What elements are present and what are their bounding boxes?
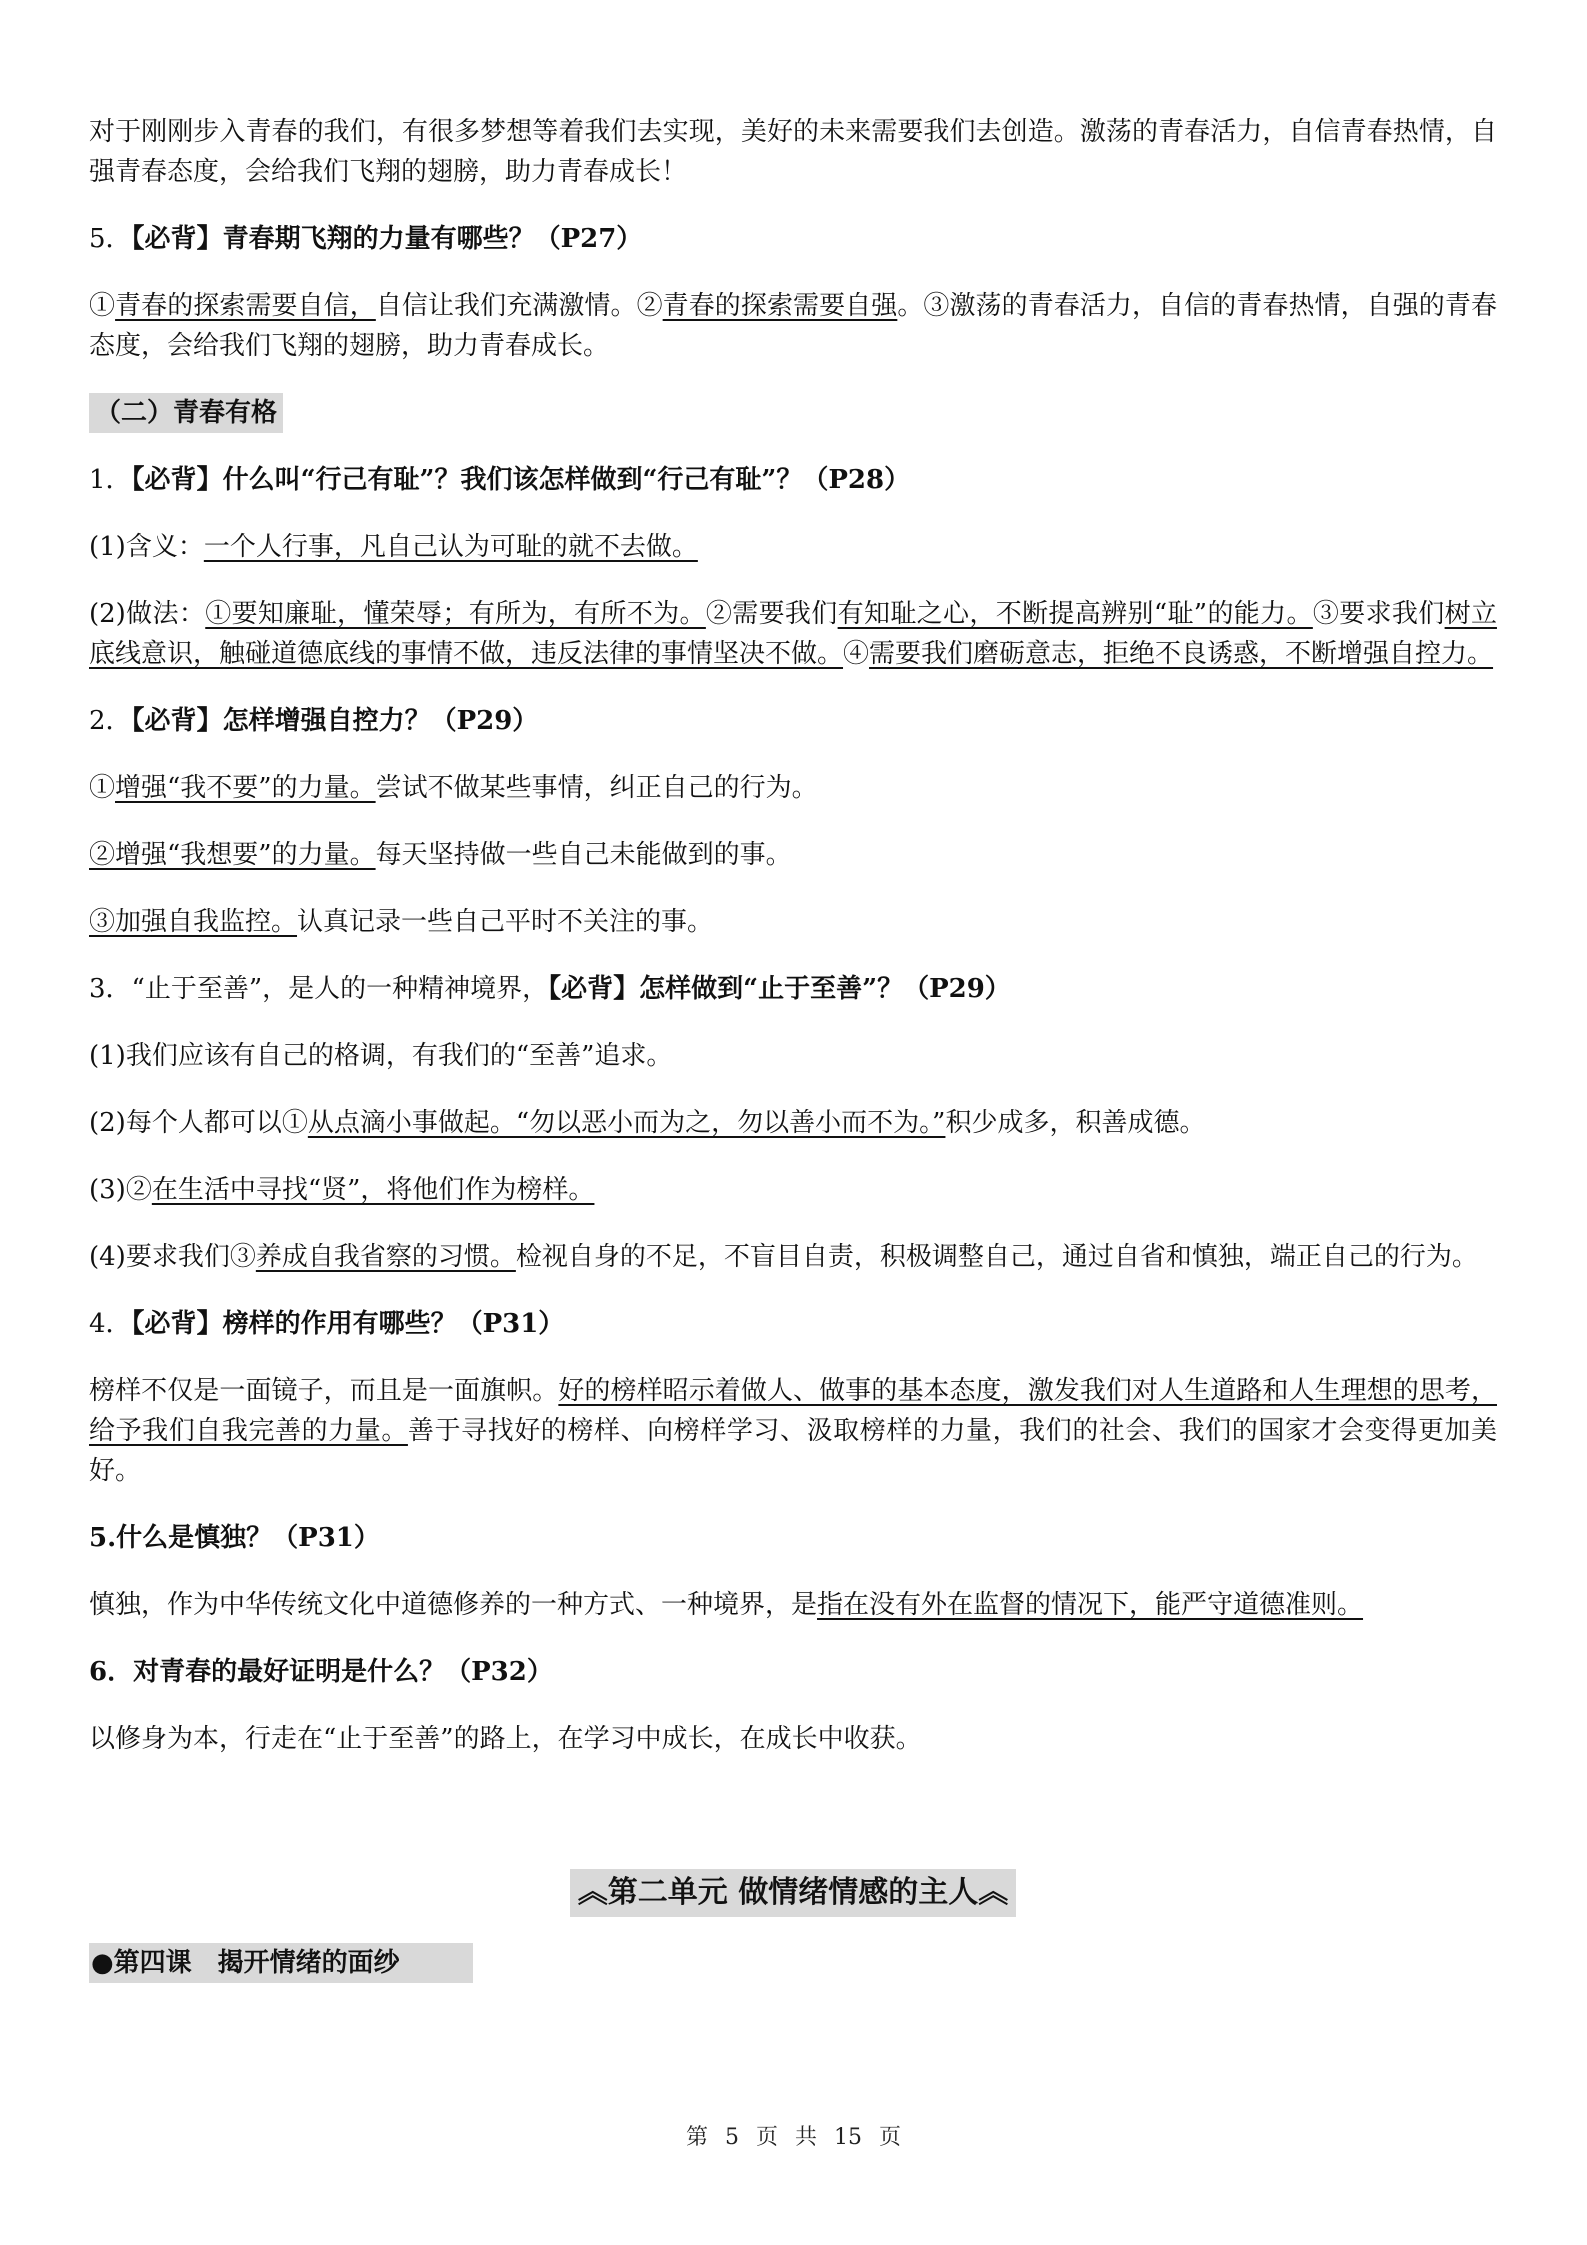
- must-memorize-tag: 【必背】: [131, 706, 223, 736]
- section2-question-5-heading: [89, 1518, 1497, 1558]
- question-text: 怎样做到“止于至善”？（P29）: [639, 974, 1011, 1004]
- section2-question-6-heading: [89, 1652, 1497, 1692]
- answer-text: 认真记录一些自己平时不关注的事。: [297, 907, 714, 937]
- answer-text: 榜样不仅是一面镜子，而且是一面旗帜。: [89, 1376, 559, 1406]
- section2-question-4-heading: [89, 1304, 1497, 1344]
- answer-text: 慎独，作为中华传统文化中道德修养的一种方式、一种境界，是: [89, 1590, 818, 1620]
- answer-text: 每天坚持做一些自己未能做到的事。: [375, 840, 792, 870]
- underlined-text: 好的榜样昭示着做人、做事的基本态度，激发我们对人生道路和人生理想的思考，给予我们自我完善的力量。: [89, 1376, 1497, 1446]
- answer-marker: ①: [89, 291, 116, 321]
- definition-label: (1)含义：: [89, 532, 204, 562]
- question-number: 3．: [89, 974, 132, 1004]
- question-text: 榜样的作用有哪些？（P31）: [222, 1309, 565, 1339]
- answer-text: 。③激荡的青春活力，自信的青春热情，自强的青春态度，会给我们飞翔的翅膀，助力青春成长。: [89, 291, 1497, 361]
- underlined-text: 从点滴小事做起。“勿以恶小而为之，勿以善小而不为。”: [307, 1108, 946, 1138]
- underlined-text: ①要知廉耻，懂荣辱；有所为，有所不为。: [205, 599, 706, 629]
- self-control-item-1: [89, 768, 1497, 808]
- question-text: 怎样增强自控力？（P29）: [222, 706, 539, 736]
- answer-text: 积少成多，积善成德。: [945, 1108, 1206, 1138]
- shendu-answer: [89, 1585, 1497, 1625]
- underlined-text: ②增强“我想要”的力量。: [89, 840, 376, 870]
- method-paragraph: [89, 594, 1497, 674]
- method-label: (2)做法：: [89, 599, 206, 629]
- question-number: 5．: [89, 224, 132, 254]
- page-number-footer: 第 5 页 共 15 页: [686, 2125, 901, 2150]
- underlined-text: 树立底线意识，触碰道德底线的事情不做，违反法律的事情坚决不做。: [89, 599, 1497, 669]
- answer-text: ②需要我们: [705, 599, 838, 629]
- question-5-heading: [89, 219, 1497, 259]
- underlined-text: 青春的探索需要自信，: [115, 291, 376, 321]
- must-memorize-tag: 【必背】: [131, 1309, 223, 1339]
- underlined-text: 增强“我不要”的力量。: [115, 773, 376, 803]
- underlined-text: 青春的探索需要自强: [662, 291, 898, 321]
- must-memorize-tag: 【必背】: [548, 974, 640, 1004]
- self-control-item-3: [89, 902, 1497, 942]
- must-memorize-tag: 【必背】: [131, 465, 223, 495]
- section-heading: （二）青春有格: [89, 393, 283, 433]
- supreme-good-line-4: [89, 1237, 1497, 1277]
- must-memorize-tag: 【必背】: [131, 224, 223, 254]
- definition-line: [89, 527, 1497, 567]
- answer-marker: ①: [89, 773, 116, 803]
- underlined-text: 在生活中寻找“贤”，将他们作为榜样。: [151, 1175, 595, 1205]
- intro-text: 对于刚刚步入青春的我们，有很多梦想等着我们去实现，美好的未来需要我们去创造。激荡的青春活力，自信青春热情，自强青春态度，会给我们飞翔的翅膀，助力青春成长！: [89, 117, 1497, 187]
- lesson-heading: ●第四课 揭开情绪的面纱: [89, 1943, 473, 1983]
- question-text: 什么叫“行己有耻”？我们该怎样做到“行己有耻”？（P28）: [222, 465, 911, 495]
- section2-question-2-heading: [89, 701, 1497, 741]
- question-number: 4．: [89, 1309, 132, 1339]
- answer-text: (3)②: [89, 1175, 152, 1205]
- question-text: 6．对青春的最好证明是什么？（P32）: [89, 1657, 553, 1687]
- supreme-good-line-3: [89, 1170, 1497, 1210]
- unit-heading-wrap: [89, 1869, 1497, 1917]
- self-control-item-2: [89, 835, 1497, 875]
- question-number: 2．: [89, 706, 132, 736]
- question-text: 5.什么是慎独？（P31）: [89, 1523, 380, 1553]
- definition-text: 一个人行事，凡自己认为可耻的就不去做。: [203, 532, 698, 562]
- intro-paragraph: [89, 112, 1497, 192]
- question-number: 1．: [89, 465, 132, 495]
- role-model-answer: [89, 1371, 1497, 1491]
- underlined-text: 有知耻之心，不断提高辨别“耻”的能力。: [837, 599, 1313, 629]
- youth-proof-answer: 以修身为本，行走在“止于至善”的路上，在学习中成长，在成长中收获。: [89, 1724, 922, 1754]
- answer-text: 善于寻找好的榜样、向榜样学习、汲取榜样的力量，我们的社会、我们的国家才会变得更加美好。: [89, 1416, 1497, 1486]
- section2-question-3-heading: [89, 969, 1497, 1009]
- question-5-answer: [89, 286, 1497, 366]
- unit-title: ︽第二单元 做情绪情感的主人︽: [570, 1869, 1016, 1917]
- underlined-text: ③加强自我监控。: [89, 907, 298, 937]
- supreme-good-line-1: (1)我们应该有自己的格调，有我们的“至善”追求。: [89, 1041, 673, 1071]
- answer-text: ④: [843, 639, 870, 669]
- answer-text: (2)每个人都可以①: [89, 1108, 308, 1138]
- question-text: 青春期飞翔的力量有哪些？（P27）: [222, 224, 643, 254]
- answer-text: 自信让我们充满激情。②: [375, 291, 663, 321]
- underlined-text: 指在没有外在监督的情况下，能严守道德准则。: [817, 1590, 1364, 1620]
- question-preface: “止于至善”，是人的一种精神境界，: [131, 974, 549, 1004]
- underlined-text: 需要我们磨砺意志，拒绝不良诱惑，不断增强自控力。: [869, 639, 1494, 669]
- answer-text: (4)要求我们③: [89, 1242, 256, 1272]
- answer-text: 尝试不做某些事情，纠正自己的行为。: [375, 773, 818, 803]
- answer-text: ③要求我们: [1312, 599, 1445, 629]
- page-content: [89, 112, 1497, 1983]
- supreme-good-line-2: [89, 1103, 1497, 1143]
- underlined-text: 养成自我省察的习惯。: [255, 1242, 516, 1272]
- answer-text: 检视自身的不足，不盲目自责，积极调整自己，通过自省和慎独，端正自己的行为。: [515, 1242, 1478, 1272]
- section2-question-1-heading: [89, 460, 1497, 500]
